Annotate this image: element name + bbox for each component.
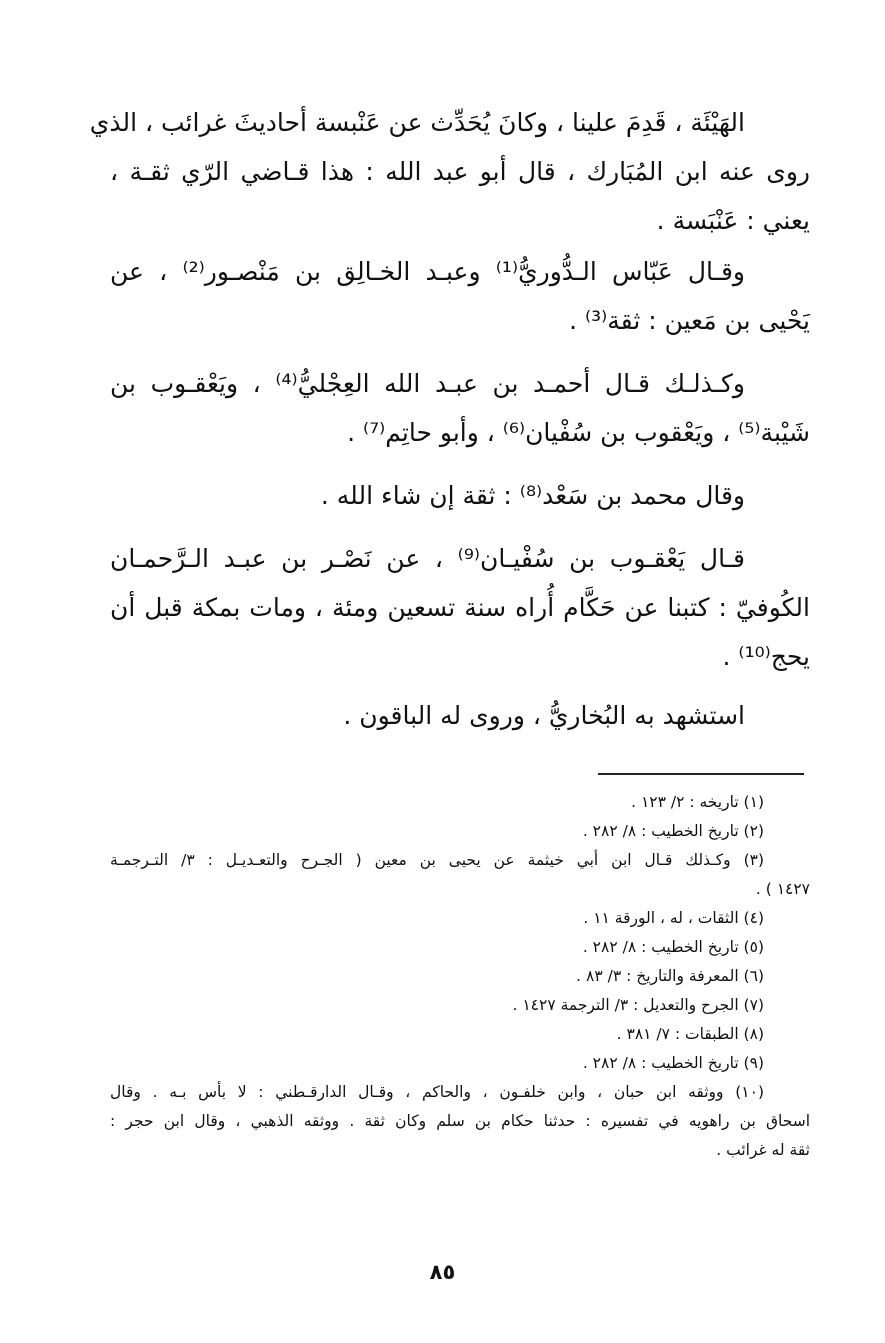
paragraph-4	[110, 471, 810, 520]
paragraph-3	[110, 359, 810, 457]
footnote-line: (٣) وكـذلك قـال ابن أبي خيثمة عن يحيى بن معين ( الجـرح والتعـديـل : ٣/ التـرجمـة	[110, 851, 765, 869]
footnote-separator	[598, 773, 804, 775]
footnote-line: اسحاق بن راهويه في تفسيره : حدثنا حكام بن سلم وكان ثقة . ووثقه الذهبي ، وقال ابن حجر :	[110, 1112, 810, 1130]
footnote-line: (٢) تاريخ الخطيب : ٨/ ٢٨٢ .	[582, 822, 764, 840]
text-line: وقال محمد بن سَعْد⁽⁸⁾ : ثقة إن شاء الله .	[320, 481, 745, 510]
footnotes	[110, 788, 810, 1165]
footnote-1	[110, 788, 810, 817]
paragraph-6	[110, 691, 810, 740]
footnote-line: ثقة له غرائب .	[716, 1141, 810, 1159]
text-line: يحج⁽¹⁰⁾ .	[722, 642, 810, 671]
page-number: ٨٥	[429, 1260, 456, 1284]
text-line: الهَيْئَة ، قَدِمَ علينا ، وكانَ يُحَدِّث عن عَنْبسة أحاديثَ غرائب ، الذي	[89, 108, 745, 137]
footnote-5	[110, 933, 810, 962]
footnote-3	[110, 846, 810, 904]
footnote-7	[110, 991, 810, 1020]
main-text	[89, 98, 810, 740]
footnote-line: (٨) الطبقات : ٧/ ٣٨١ .	[616, 1025, 764, 1043]
footnote-line: (٧) الجرح والتعديل : ٣/ الترجمة ١٤٢٧ .	[512, 996, 764, 1014]
text-line: قـال يَعْقـوب بن سُفْيـان⁽⁹⁾ ، عن نَصْـر بن عبـد الـرَّحمـان	[110, 544, 745, 573]
text-line: استشهد به البُخاريُّ ، وروى له الباقون .	[343, 701, 745, 730]
footnote-8	[110, 1020, 810, 1049]
text-line: وكـذلـك قـال أحمـد بن عبـد الله العِجْليُّ⁽⁴⁾ ، ويَعْقـوب بن	[110, 369, 745, 398]
footnote-4	[110, 904, 810, 933]
footnote-line: ١٤٢٧ ) .	[755, 880, 810, 898]
footnote-line: (٦) المعرفة والتاريخ : ٣/ ٨٣ .	[576, 967, 764, 985]
text-line: يَحْيى بن مَعين : ثقة⁽³⁾ .	[569, 306, 810, 335]
footnote-line: (١) تاريخه : ٢/ ١٢٣ .	[631, 793, 764, 811]
text-line: يعني : عَنْبَسة .	[656, 206, 810, 235]
footnote-line: (٤) الثقات ، له ، الورقة ١١ .	[583, 909, 764, 927]
footnote-6	[110, 962, 810, 991]
footnote-10	[110, 1078, 810, 1165]
text-line: وقـال عَبّاس الـدُّوريُّ⁽¹⁾ وعبـد الخـالِق بن مَنْصـور⁽²⁾ ، عن	[110, 257, 745, 286]
paragraph-5	[110, 534, 810, 681]
text-line: روى عنه ابن المُبَارك ، قال أبو عبد الله : هذا قـاضي الرّي ثقـة ،	[110, 157, 810, 186]
footnote-9	[110, 1049, 810, 1078]
footnote-line: (٥) تاريخ الخطيب : ٨/ ٢٨٢ .	[582, 938, 764, 956]
footnote-line: (٩) تاريخ الخطيب : ٨/ ٢٨٢ .	[582, 1054, 764, 1072]
paragraph-2	[110, 247, 810, 345]
text-line: الكُوفيّ : كتبنا عن حَكَّام أُراه سنة تسعين ومئة ، ومات بمكة قبل أن	[110, 593, 810, 622]
footnote-2	[110, 817, 810, 846]
paragraph-1	[89, 98, 810, 245]
footnote-line: (١٠) ووثقه ابن حبان ، وابن خلفـون ، والحاكم ، وقـال الدارقـطني : لا بأس بـه . وقال	[110, 1083, 764, 1101]
text-line: شَيْبة⁽⁵⁾ ، ويَعْقوب بن سُفْيان⁽⁶⁾ ، وأبو حاتِم⁽⁷⁾ .	[347, 418, 810, 447]
